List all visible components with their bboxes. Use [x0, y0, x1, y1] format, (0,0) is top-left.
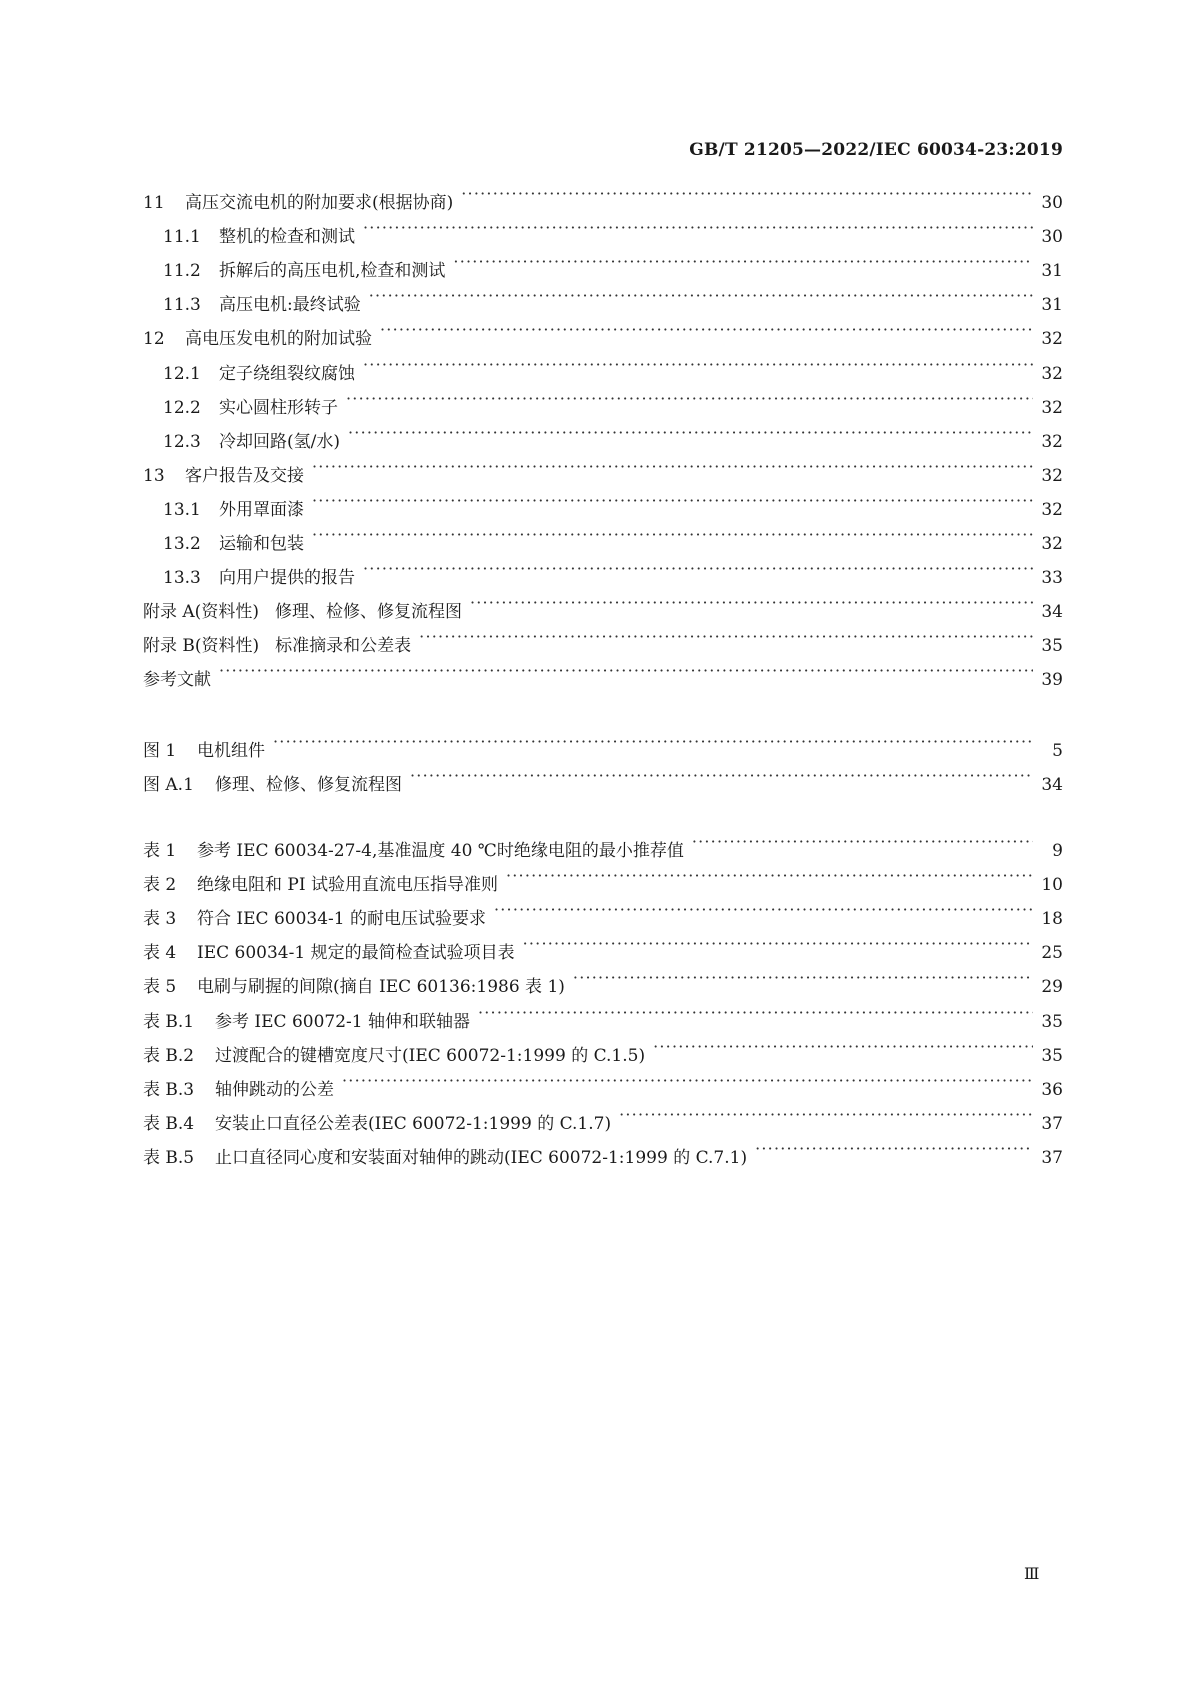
- toc-leader-dots: [219, 657, 1033, 685]
- toc-leader-dots: [692, 828, 1033, 856]
- toc-entry-title: 外用罩面漆: [219, 499, 304, 520]
- toc-entry-page: 34: [1041, 775, 1063, 795]
- toc-entry-number: 13: [143, 465, 165, 486]
- toc-leader-dots: [755, 1135, 1033, 1163]
- page-number: Ⅲ: [1024, 1564, 1040, 1583]
- toc-entry[interactable]: [163, 351, 1063, 384]
- toc-entry-page: 32: [1041, 431, 1063, 452]
- toc-entry[interactable]: [163, 555, 1063, 589]
- toc-entry[interactable]: [163, 282, 1063, 316]
- toc-leader-dots: [273, 728, 1033, 756]
- toc-leader-dots: [363, 351, 1033, 379]
- toc-entry-page: 35: [1041, 1011, 1063, 1032]
- toc-entry[interactable]: [143, 896, 1063, 930]
- toc-entry-title: 冷却回路(氢/水): [219, 431, 340, 452]
- toc-leader-dots: [369, 282, 1033, 310]
- toc-leader-dots: [506, 862, 1033, 890]
- toc-entry-title: 实心圆柱形转子: [219, 397, 338, 418]
- toc-entry-title: 运输和包装: [219, 534, 304, 554]
- toc-leader-dots: [653, 1033, 1033, 1061]
- toc-entry-page: 34: [1041, 602, 1063, 623]
- toc-entry[interactable]: [143, 589, 1063, 623]
- toc-entry[interactable]: [163, 521, 1063, 554]
- toc-entry-page: 5: [1052, 741, 1063, 761]
- toc-entry-page: 32: [1041, 363, 1063, 384]
- toc-entry-page: 32: [1041, 465, 1063, 486]
- toc-entry[interactable]: [143, 828, 1063, 861]
- toc-leader-dots: [523, 930, 1033, 958]
- toc-entry-title: 标准摘录和公差表: [275, 636, 412, 657]
- toc-entry-number: 13.1: [163, 499, 201, 520]
- toc-entry[interactable]: [143, 1135, 1063, 1168]
- toc-entry-number: 图 A.1: [143, 775, 194, 795]
- toc-entry[interactable]: [163, 248, 1063, 282]
- toc-entry-number: 图 1: [143, 741, 177, 761]
- toc-entry[interactable]: [143, 930, 1063, 964]
- toc-entry-page: 30: [1041, 193, 1063, 213]
- toc-entry-number: 表 2: [143, 875, 177, 896]
- toc-entry-number: 附录 A(资料性): [143, 602, 259, 623]
- toc-entry-title: 高压电机:最终试验: [219, 295, 361, 316]
- toc-leader-dots: [363, 555, 1033, 583]
- toc-entry-number: 表 5: [143, 977, 177, 998]
- toc-leader-dots: [312, 453, 1033, 481]
- toc-entry-number: 表 B.3: [143, 1079, 195, 1100]
- toc-entry-number: 13.2: [163, 534, 201, 554]
- toc-leader-dots: [363, 214, 1033, 242]
- toc-entry-page: 32: [1041, 499, 1063, 520]
- toc-entry[interactable]: [143, 453, 1063, 486]
- toc-entry-page: 35: [1041, 636, 1063, 657]
- toc-entry-title: IEC 60034-1 规定的最简检查试验项目表: [197, 943, 515, 964]
- toc-entry-number: 11.3: [163, 295, 201, 316]
- toc-entry-number: 表 B.1: [143, 1011, 195, 1032]
- toc-entry-title: 参考文献: [143, 670, 211, 691]
- toc-leader-dots: [453, 248, 1033, 276]
- toc-entry[interactable]: [143, 623, 1063, 657]
- toc-leader-dots: [494, 896, 1033, 924]
- toc-entry[interactable]: [143, 762, 1063, 795]
- toc-entry-title: 高压交流电机的附加要求(根据协商): [185, 193, 454, 213]
- toc-entry-title: 整机的检查和测试: [219, 227, 355, 248]
- toc-entry-number: 12.2: [163, 397, 201, 418]
- toc-entry-number: 表 B.2: [143, 1045, 195, 1066]
- toc-leader-dots: [419, 623, 1033, 651]
- toc-entry[interactable]: [163, 487, 1063, 520]
- toc-leader-dots: [573, 964, 1033, 992]
- toc-entry-page: 37: [1041, 1113, 1063, 1134]
- toc-entry-title: 参考 IEC 60034-27-4,基准温度 40 ℃时绝缘电阻的最小推荐值: [197, 841, 684, 861]
- toc-entry-page: 35: [1041, 1045, 1063, 1066]
- toc-entry[interactable]: [143, 999, 1063, 1032]
- toc-entry-number: 11.1: [163, 227, 201, 248]
- toc-entry-title: 安装止口直径公差表(IEC 60072-1:1999 的 C.1.7): [215, 1113, 612, 1134]
- toc-leader-dots: [312, 521, 1033, 549]
- toc-entry-number: 表 B.4: [143, 1113, 195, 1134]
- toc-entry-page: 18: [1041, 909, 1063, 930]
- toc-entry[interactable]: [143, 862, 1063, 896]
- toc-entry-page: 39: [1041, 670, 1063, 691]
- toc-entry-number: 表 1: [143, 841, 177, 861]
- toc-entry-page: 37: [1041, 1147, 1063, 1168]
- toc-entry-title: 修理、检修、修复流程图: [274, 602, 462, 623]
- toc-entry-number: 12.3: [163, 431, 201, 452]
- toc-entry-page: 32: [1041, 397, 1063, 418]
- toc-entry[interactable]: [143, 964, 1063, 998]
- toc-entry[interactable]: [143, 1033, 1063, 1066]
- toc-entry-number: 11.2: [163, 261, 201, 282]
- toc-entry-title: 向用户提供的报告: [219, 568, 355, 589]
- toc-entry-number: 表 3: [143, 909, 177, 930]
- toc-entry-page: 36: [1041, 1079, 1063, 1100]
- toc-leader-dots: [461, 180, 1033, 208]
- toc-entry-page: 25: [1041, 943, 1063, 964]
- toc-entry-page: 29: [1041, 977, 1063, 998]
- toc-entry-title: 定子绕组裂纹腐蚀: [219, 363, 355, 384]
- toc-entry-page: 32: [1041, 329, 1063, 350]
- toc-entry-number: 13.3: [163, 568, 201, 589]
- toc-entry-title: 电刷与刷握的间隙(摘自 IEC 60136:1986 表 1): [197, 977, 565, 998]
- toc-entry-title: 修理、检修、修复流程图: [215, 775, 402, 795]
- toc-entry-page: 31: [1041, 261, 1063, 282]
- toc-entry-number: 12.1: [163, 363, 201, 384]
- toc-leader-dots: [619, 1101, 1033, 1129]
- toc-entry-number: 表 4: [143, 943, 177, 964]
- toc-leader-dots: [380, 316, 1033, 344]
- toc-entry[interactable]: [163, 214, 1063, 248]
- toc-entry-page: 30: [1041, 227, 1063, 248]
- toc-entry-number: 11: [143, 193, 165, 213]
- toc-leader-dots: [342, 1067, 1033, 1095]
- toc-entry[interactable]: [163, 419, 1063, 452]
- toc-leader-dots: [348, 419, 1033, 447]
- toc-entry-number: 表 B.5: [143, 1147, 195, 1168]
- toc-entry-page: 10: [1041, 875, 1063, 896]
- toc-entry-page: 32: [1041, 534, 1063, 554]
- standard-header: GB/T 21205—2022/IEC 60034-23:2019: [689, 140, 1063, 160]
- toc-entry[interactable]: [143, 1067, 1063, 1100]
- toc-entry-page: 33: [1041, 568, 1063, 589]
- toc-entry-number: 附录 B(资料性): [143, 636, 260, 657]
- toc-leader-dots: [312, 487, 1033, 515]
- toc-entry[interactable]: [143, 657, 1063, 691]
- toc-leader-dots: [470, 589, 1033, 617]
- toc-entry[interactable]: [143, 728, 1063, 761]
- toc-entry-title: 过渡配合的键槽宽度尺寸(IEC 60072-1:1999 的 C.1.5): [215, 1045, 646, 1066]
- toc-entry-title: 拆解后的高压电机,检查和测试: [219, 261, 446, 282]
- toc-entry-title: 止口直径同心度和安装面对轴伸的跳动(IEC 60072-1:1999 的 C.7.1): [215, 1147, 748, 1168]
- toc-entry-title: 轴伸跳动的公差: [215, 1079, 334, 1100]
- toc-entry-title: 客户报告及交接: [185, 465, 304, 486]
- toc-leader-dots: [346, 385, 1033, 413]
- toc-leader-dots: [478, 999, 1033, 1027]
- toc-entry-title: 参考 IEC 60072-1 轴伸和联轴器: [215, 1011, 470, 1032]
- toc-entry-page: 31: [1041, 295, 1063, 316]
- toc-entry[interactable]: [163, 385, 1063, 418]
- toc-entry-title: 绝缘电阻和 PI 试验用直流电压指导准则: [197, 875, 498, 896]
- toc-entry[interactable]: [143, 180, 1063, 213]
- toc-entry-page: 9: [1052, 841, 1063, 861]
- toc-leader-dots: [410, 762, 1033, 790]
- toc-entry-number: 12: [143, 329, 165, 350]
- toc-entry[interactable]: [143, 316, 1063, 350]
- toc-entry-title: 高电压发电机的附加试验: [185, 329, 372, 350]
- toc-entry-title: 符合 IEC 60034-1 的耐电压试验要求: [197, 909, 486, 930]
- toc-entry[interactable]: [143, 1101, 1063, 1134]
- toc-entry-title: 电机组件: [197, 741, 265, 761]
